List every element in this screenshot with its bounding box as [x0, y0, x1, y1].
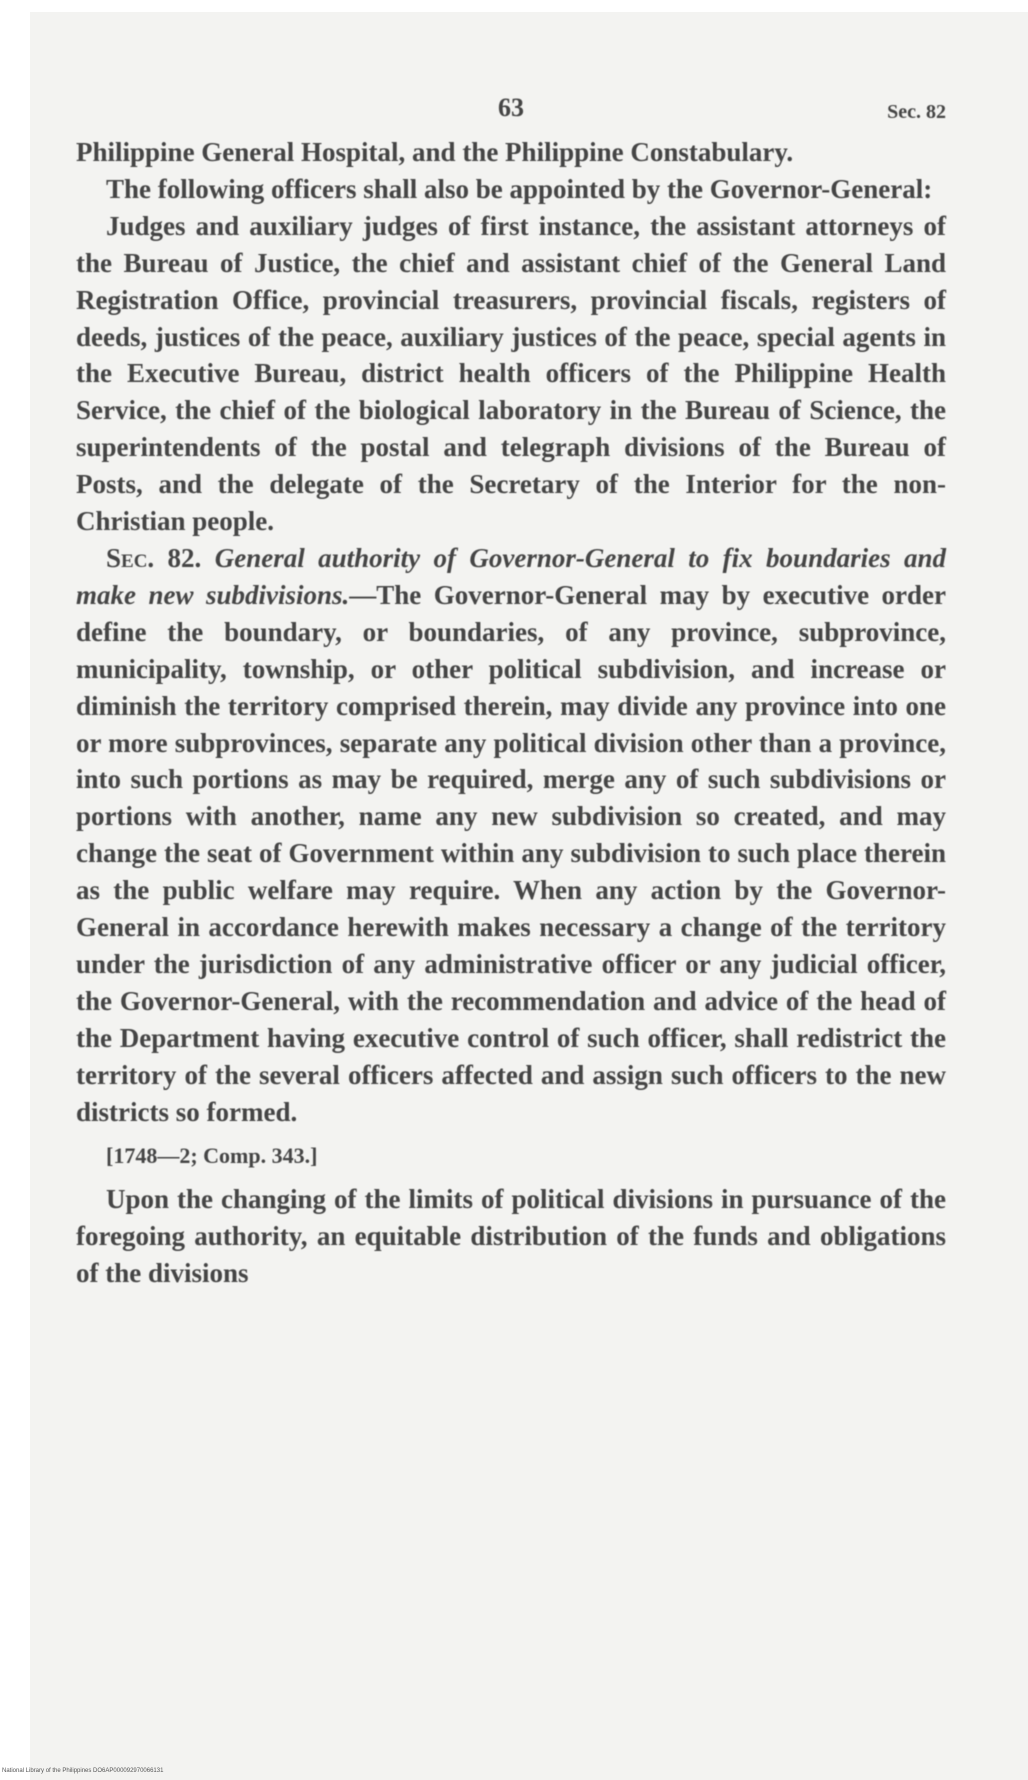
page-header [76, 90, 946, 134]
section-82-title: General authority of Governor-General to fix boundaries and make new subdivisions. [76, 542, 946, 610]
library-stamp: National Library of the Philippines DO6AP000092970066131 [2, 1768, 164, 1774]
paragraph-fund-distribution: Upon the changing of the limits of political divisions in pursuance of the foregoing authority, an equitable distribution of the funds and obligations of the divisions [76, 1184, 946, 1289]
document-page [76, 90, 946, 1292]
paragraph-appointment-intro: The following officers shall also be appointed by the Governor-General: [106, 173, 933, 204]
section-82-label: Sec. 82. [106, 542, 202, 573]
paragraph-continuation: Philippine General Hospital, and the Philippine Constabulary. [76, 137, 794, 167]
section-citation: [1748—2; Comp. 343.] [106, 1143, 318, 1169]
running-section-ref: Sec. 82 [887, 101, 946, 123]
section-82-paragraph [76, 540, 946, 1131]
paragraph-officers-list: Judges and auxiliary judges of first instance, the assistant attorneys of the Bureau of Justice, the chief and assistant chief of the General Land Registration Office, provincial treasurers, provincial fiscals, registers of deeds, justices of the peace, auxiliary justices of the peace, special agents in the Executive Bureau, district health officers of the Philippine Health Service, the chief of the biological laboratory in the Bureau of Science, the superintendents of the postal and telegraph divisions of the Bureau of Posts, and the delegate of the Secretary of the Interior for the non-Christian people. [76, 210, 946, 537]
page-number: 63 [498, 93, 524, 122]
section-82-text: —The Governor-General may by executive order define the boundary, or boundaries, of any province, subprovince, municipality, township, or other political subdivision, and increase or diminish the territory comprised therein, may divide any province into one or more subprovinces, separate any political division other than a province, into such portions as may be required, merge any of such subdivisions or portions with another, name any new subdivision so created, and may change the seat of Government within any subdivision to such place therein as the public welfare may require. When any action by the Governor-General in accordance herewith makes necessary a change of the territory under the jurisdiction of any administrative officer or any judicial officer, the Governor-General, with the recommendation and advice of the head of the Department having executive control of such officer, shall redistrict the territory of the several officers affected and assign such officers to the new districts so formed. [76, 579, 946, 1127]
